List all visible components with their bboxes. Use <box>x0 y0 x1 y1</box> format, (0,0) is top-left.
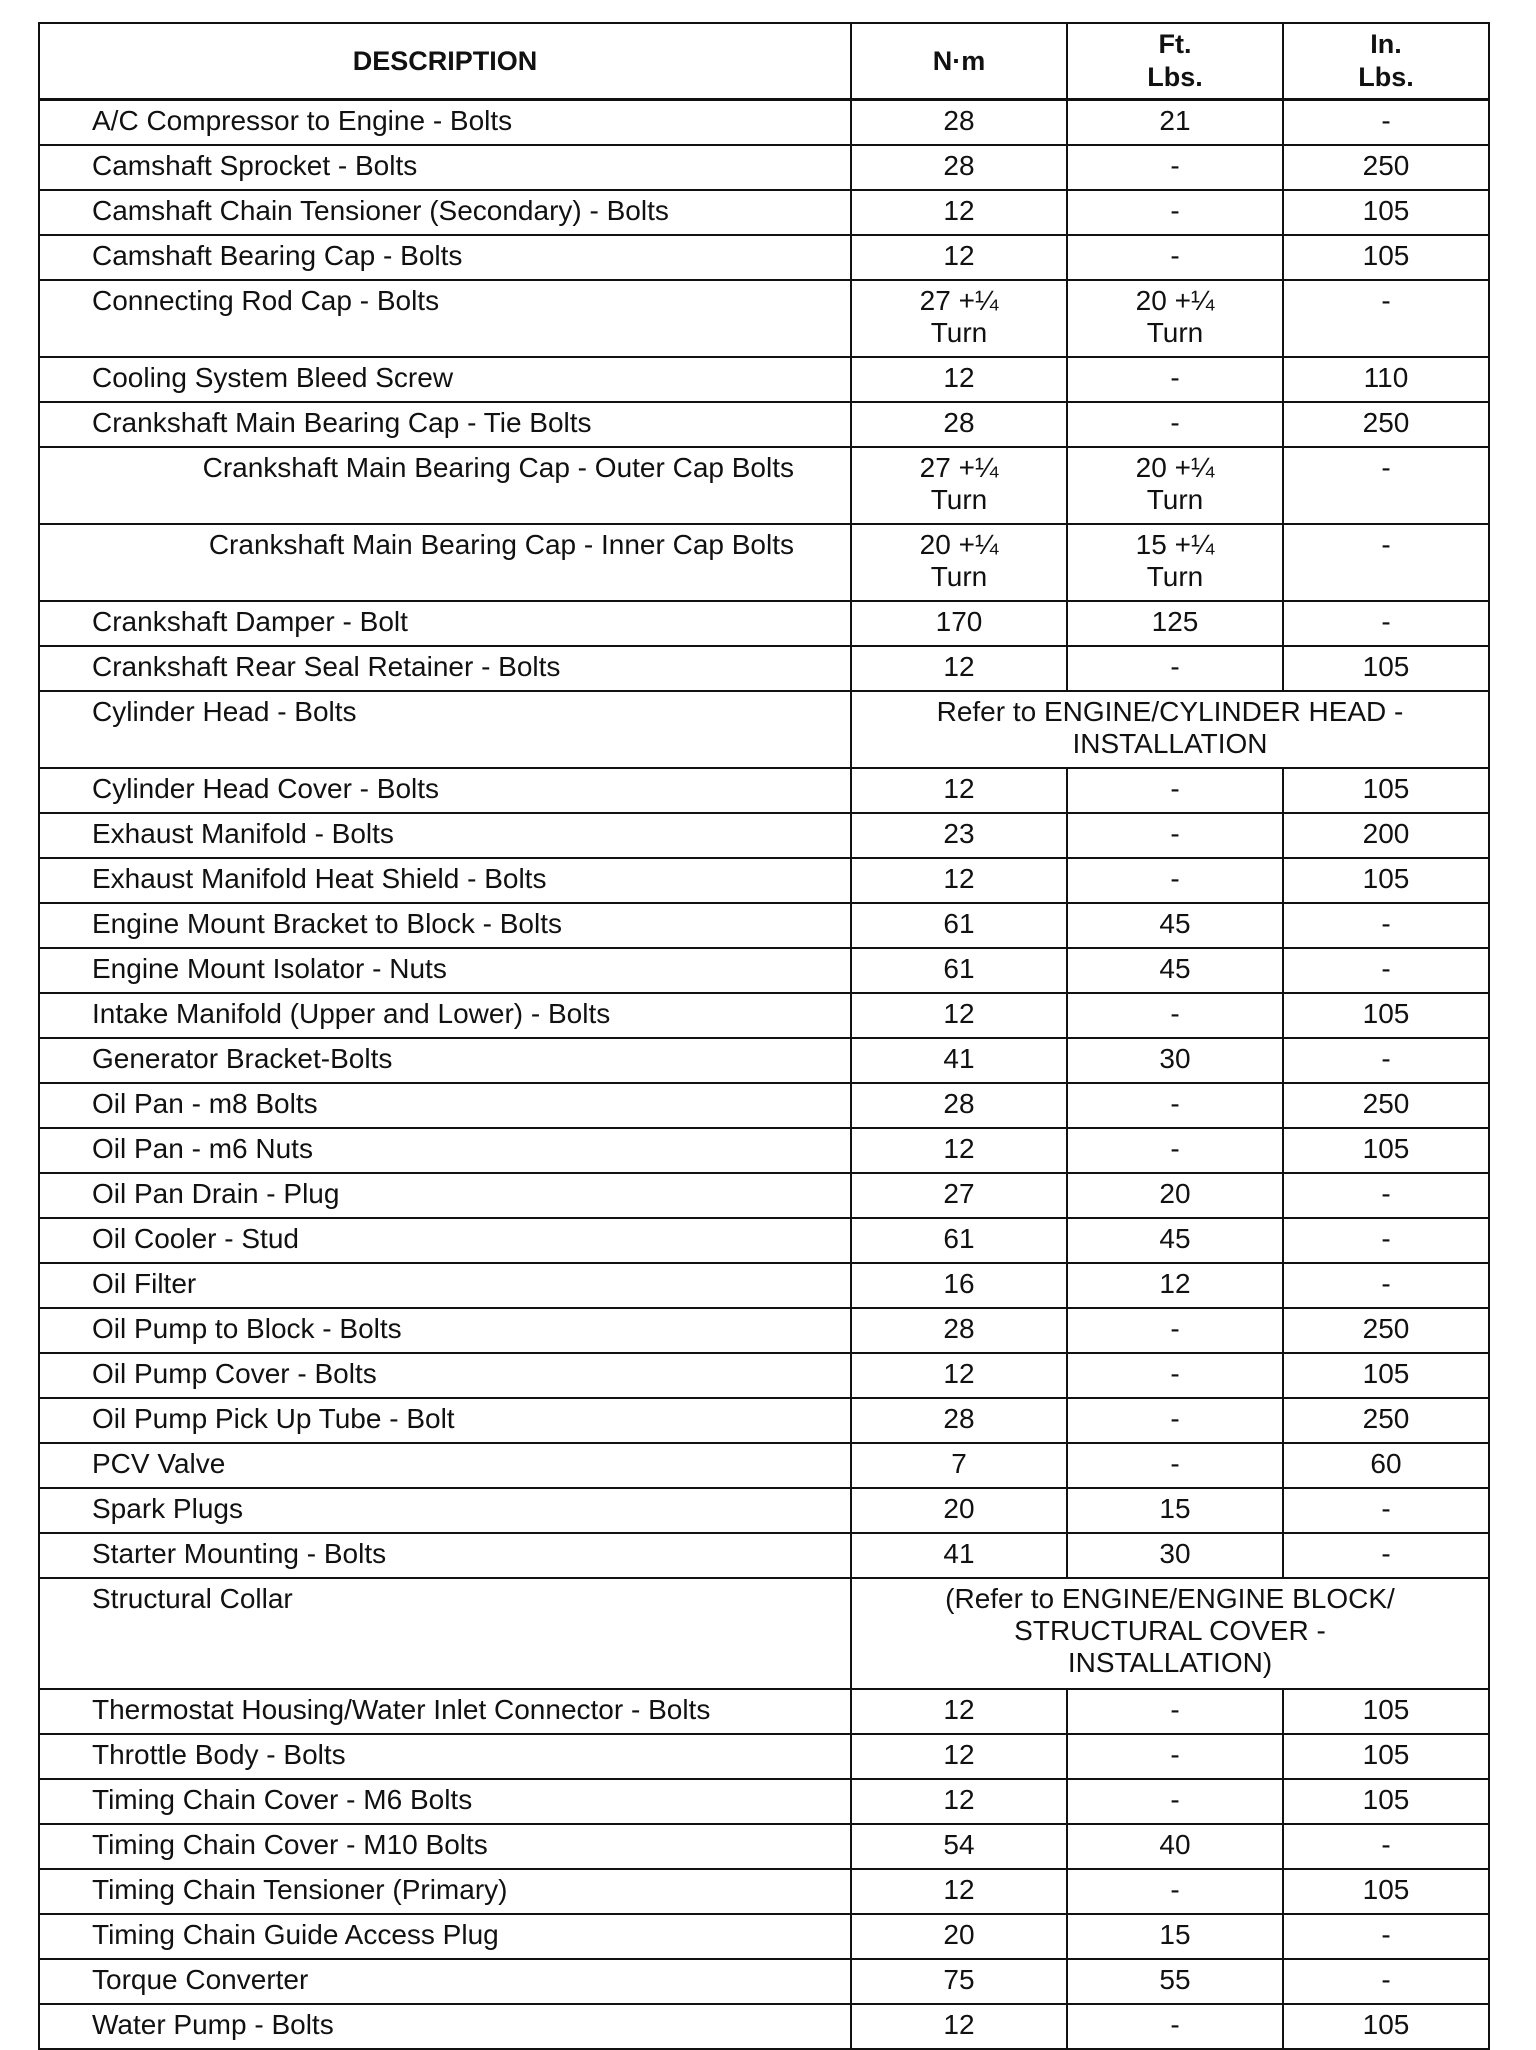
in-lbs-cell: 250 <box>1283 402 1489 447</box>
ft-lbs-cell: - <box>1067 1083 1283 1128</box>
description-cell: Cylinder Head Cover - Bolts <box>39 768 851 813</box>
ft-lbs-cell: 15 <box>1067 1914 1283 1959</box>
nm-cell: 28 <box>851 1083 1067 1128</box>
table-row <box>39 402 1489 447</box>
in-lbs-cell: - <box>1283 601 1489 646</box>
nm-cell: 41 <box>851 1533 1067 1578</box>
table-row <box>39 1869 1489 1914</box>
in-lbs-cell: 105 <box>1283 1128 1489 1173</box>
description-cell: Spark Plugs <box>39 1488 851 1533</box>
ft-lbs-cell: 15 +¼ Turn <box>1067 524 1283 601</box>
refer-note-cell: Refer to ENGINE/CYLINDER HEAD - INSTALLATION <box>851 691 1489 768</box>
table-row <box>39 190 1489 235</box>
in-lbs-cell: 105 <box>1283 1689 1489 1734</box>
ft-lbs-cell: 30 <box>1067 1038 1283 1083</box>
ft-lbs-cell: - <box>1067 190 1283 235</box>
in-lbs-cell: - <box>1283 1038 1489 1083</box>
nm-cell: 12 <box>851 1734 1067 1779</box>
description-cell: Crankshaft Rear Seal Retainer - Bolts <box>39 646 851 691</box>
nm-cell: 16 <box>851 1263 1067 1308</box>
description-cell: Oil Pump Pick Up Tube - Bolt <box>39 1398 851 1443</box>
in-lbs-cell: - <box>1283 1959 1489 2004</box>
header-description: DESCRIPTION <box>39 23 851 100</box>
nm-cell: 61 <box>851 948 1067 993</box>
in-lbs-cell: - <box>1283 1914 1489 1959</box>
nm-cell: 12 <box>851 858 1067 903</box>
description-cell: Oil Pump to Block - Bolts <box>39 1308 851 1353</box>
table-row <box>39 601 1489 646</box>
in-lbs-cell: - <box>1283 1533 1489 1578</box>
torque-spec-table <box>38 22 1490 2050</box>
nm-cell: 20 <box>851 1488 1067 1533</box>
nm-cell: 27 +¼ Turn <box>851 447 1067 524</box>
ft-lbs-cell: - <box>1067 768 1283 813</box>
in-lbs-cell: - <box>1283 1488 1489 1533</box>
refer-note-cell: (Refer to ENGINE/ENGINE BLOCK/ STRUCTURAL COVER - INSTALLATION) <box>851 1578 1489 1689</box>
nm-cell: 20 <box>851 1914 1067 1959</box>
ft-lbs-cell: - <box>1067 858 1283 903</box>
table-row <box>39 646 1489 691</box>
table-row <box>39 768 1489 813</box>
description-cell: Timing Chain Cover - M6 Bolts <box>39 1779 851 1824</box>
description-cell: Engine Mount Bracket to Block - Bolts <box>39 903 851 948</box>
in-lbs-cell: 105 <box>1283 1779 1489 1824</box>
ft-lbs-cell: - <box>1067 646 1283 691</box>
ft-lbs-cell: - <box>1067 402 1283 447</box>
table-row <box>39 1308 1489 1353</box>
description-cell: Crankshaft Main Bearing Cap - Tie Bolts <box>39 402 851 447</box>
ft-lbs-cell: - <box>1067 357 1283 402</box>
ft-lbs-cell: - <box>1067 235 1283 280</box>
table-row <box>39 1038 1489 1083</box>
description-cell: PCV Valve <box>39 1443 851 1488</box>
description-cell: Oil Pan - m8 Bolts <box>39 1083 851 1128</box>
description-cell: Torque Converter <box>39 1959 851 2004</box>
in-lbs-cell: 105 <box>1283 2004 1489 2049</box>
header-ft-line2: Lbs. <box>1147 62 1203 92</box>
in-lbs-cell: - <box>1283 524 1489 601</box>
table-row <box>39 1689 1489 1734</box>
table-row <box>39 813 1489 858</box>
nm-cell: 170 <box>851 601 1067 646</box>
in-lbs-cell: - <box>1283 948 1489 993</box>
ft-lbs-cell: - <box>1067 145 1283 190</box>
nm-cell: 54 <box>851 1824 1067 1869</box>
table-row <box>39 948 1489 993</box>
description-cell: Timing Chain Cover - M10 Bolts <box>39 1824 851 1869</box>
description-cell: Engine Mount Isolator - Nuts <box>39 948 851 993</box>
ft-lbs-cell: 20 +¼ Turn <box>1067 280 1283 357</box>
in-lbs-cell: 250 <box>1283 1398 1489 1443</box>
table-row <box>39 1398 1489 1443</box>
header-nm: N·m <box>851 23 1067 100</box>
table-row <box>39 280 1489 357</box>
table-row <box>39 858 1489 903</box>
nm-cell: 12 <box>851 1869 1067 1914</box>
table-row <box>39 2004 1489 2049</box>
table-row <box>39 691 1489 768</box>
description-cell: Timing Chain Tensioner (Primary) <box>39 1869 851 1914</box>
description-cell: Structural Collar <box>39 1578 851 1689</box>
description-cell: Exhaust Manifold Heat Shield - Bolts <box>39 858 851 903</box>
ft-lbs-cell: 20 +¼ Turn <box>1067 447 1283 524</box>
ft-lbs-cell: - <box>1067 1308 1283 1353</box>
nm-cell: 12 <box>851 235 1067 280</box>
in-lbs-cell: 60 <box>1283 1443 1489 1488</box>
header-in-line2: Lbs. <box>1358 62 1414 92</box>
nm-cell: 28 <box>851 145 1067 190</box>
description-cell: Throttle Body - Bolts <box>39 1734 851 1779</box>
description-cell: Exhaust Manifold - Bolts <box>39 813 851 858</box>
ft-lbs-cell: 55 <box>1067 1959 1283 2004</box>
in-lbs-cell: - <box>1283 1218 1489 1263</box>
header-in-lbs <box>1283 23 1489 100</box>
ft-lbs-cell: 125 <box>1067 601 1283 646</box>
table-row <box>39 1578 1489 1689</box>
ft-lbs-cell: 45 <box>1067 948 1283 993</box>
ft-lbs-cell: - <box>1067 1779 1283 1824</box>
description-cell: Water Pump - Bolts <box>39 2004 851 2049</box>
ft-lbs-cell: - <box>1067 1443 1283 1488</box>
ft-lbs-cell: 20 <box>1067 1173 1283 1218</box>
in-lbs-cell: 110 <box>1283 357 1489 402</box>
table-row <box>39 1173 1489 1218</box>
in-lbs-cell: - <box>1283 280 1489 357</box>
table-row <box>39 1218 1489 1263</box>
ft-lbs-cell: - <box>1067 1128 1283 1173</box>
table-row <box>39 1128 1489 1173</box>
nm-cell: 61 <box>851 903 1067 948</box>
in-lbs-cell: - <box>1283 1263 1489 1308</box>
nm-cell: 41 <box>851 1038 1067 1083</box>
table-row <box>39 993 1489 1038</box>
in-lbs-cell: 105 <box>1283 1734 1489 1779</box>
in-lbs-cell: 105 <box>1283 993 1489 1038</box>
nm-cell: 20 +¼ Turn <box>851 524 1067 601</box>
table-row <box>39 1533 1489 1578</box>
nm-cell: 12 <box>851 646 1067 691</box>
in-lbs-cell: - <box>1283 447 1489 524</box>
description-cell: Camshaft Bearing Cap - Bolts <box>39 235 851 280</box>
description-cell: Cylinder Head - Bolts <box>39 691 851 768</box>
nm-cell: 12 <box>851 1689 1067 1734</box>
ft-lbs-cell: - <box>1067 1689 1283 1734</box>
table-row <box>39 1488 1489 1533</box>
nm-cell: 75 <box>851 1959 1067 2004</box>
description-cell: Thermostat Housing/Water Inlet Connector - Bolts <box>39 1689 851 1734</box>
description-cell: Connecting Rod Cap - Bolts <box>39 280 851 357</box>
ft-lbs-cell: - <box>1067 2004 1283 2049</box>
table-row <box>39 447 1489 524</box>
ft-lbs-cell: - <box>1067 1398 1283 1443</box>
nm-cell: 7 <box>851 1443 1067 1488</box>
ft-lbs-cell: 30 <box>1067 1533 1283 1578</box>
nm-cell: 12 <box>851 2004 1067 2049</box>
in-lbs-cell: 200 <box>1283 813 1489 858</box>
in-lbs-cell: 105 <box>1283 858 1489 903</box>
nm-cell: 28 <box>851 1308 1067 1353</box>
in-lbs-cell: 250 <box>1283 1083 1489 1128</box>
description-cell: Generator Bracket-Bolts <box>39 1038 851 1083</box>
table-row <box>39 1734 1489 1779</box>
ft-lbs-cell: 45 <box>1067 1218 1283 1263</box>
table-row <box>39 1779 1489 1824</box>
ft-lbs-cell: - <box>1067 1869 1283 1914</box>
description-cell: Crankshaft Main Bearing Cap - Inner Cap Bolts <box>39 524 851 601</box>
in-lbs-cell: 250 <box>1283 145 1489 190</box>
in-lbs-cell: - <box>1283 903 1489 948</box>
nm-cell: 12 <box>851 1353 1067 1398</box>
nm-cell: 27 <box>851 1173 1067 1218</box>
header-row <box>39 23 1489 100</box>
ft-lbs-cell: 15 <box>1067 1488 1283 1533</box>
in-lbs-cell: 105 <box>1283 235 1489 280</box>
table-row <box>39 1083 1489 1128</box>
table-row <box>39 235 1489 280</box>
description-cell: Oil Pump Cover - Bolts <box>39 1353 851 1398</box>
ft-lbs-cell: - <box>1067 1353 1283 1398</box>
table-row <box>39 100 1489 146</box>
description-cell: A/C Compressor to Engine - Bolts <box>39 100 851 146</box>
table-row <box>39 1824 1489 1869</box>
ft-lbs-cell: 45 <box>1067 903 1283 948</box>
nm-cell: 27 +¼ Turn <box>851 280 1067 357</box>
header-ft-lbs <box>1067 23 1283 100</box>
ft-lbs-cell: - <box>1067 1734 1283 1779</box>
table-body <box>39 100 1489 2050</box>
in-lbs-cell: - <box>1283 100 1489 146</box>
in-lbs-cell: 105 <box>1283 190 1489 235</box>
nm-cell: 12 <box>851 993 1067 1038</box>
description-cell: Camshaft Sprocket - Bolts <box>39 145 851 190</box>
table-row <box>39 903 1489 948</box>
table-row <box>39 145 1489 190</box>
description-cell: Timing Chain Guide Access Plug <box>39 1914 851 1959</box>
ft-lbs-cell: 12 <box>1067 1263 1283 1308</box>
header-in-line1: In. <box>1370 29 1402 59</box>
table-row <box>39 524 1489 601</box>
in-lbs-cell: - <box>1283 1824 1489 1869</box>
table-row <box>39 1959 1489 2004</box>
description-cell: Oil Pan - m6 Nuts <box>39 1128 851 1173</box>
table-row <box>39 1443 1489 1488</box>
description-cell: Starter Mounting - Bolts <box>39 1533 851 1578</box>
nm-cell: 12 <box>851 1779 1067 1824</box>
table-row <box>39 357 1489 402</box>
ft-lbs-cell: - <box>1067 993 1283 1038</box>
description-cell: Cooling System Bleed Screw <box>39 357 851 402</box>
header-ft-line1: Ft. <box>1158 29 1192 59</box>
description-cell: Crankshaft Damper - Bolt <box>39 601 851 646</box>
in-lbs-cell: 105 <box>1283 1353 1489 1398</box>
nm-cell: 28 <box>851 402 1067 447</box>
nm-cell: 23 <box>851 813 1067 858</box>
table-row <box>39 1353 1489 1398</box>
in-lbs-cell: 105 <box>1283 646 1489 691</box>
in-lbs-cell: - <box>1283 1173 1489 1218</box>
nm-cell: 12 <box>851 768 1067 813</box>
in-lbs-cell: 250 <box>1283 1308 1489 1353</box>
nm-cell: 61 <box>851 1218 1067 1263</box>
description-cell: Camshaft Chain Tensioner (Secondary) - Bolts <box>39 190 851 235</box>
in-lbs-cell: 105 <box>1283 1869 1489 1914</box>
nm-cell: 28 <box>851 100 1067 146</box>
in-lbs-cell: 105 <box>1283 768 1489 813</box>
description-cell: Oil Cooler - Stud <box>39 1218 851 1263</box>
ft-lbs-cell: - <box>1067 813 1283 858</box>
ft-lbs-cell: 40 <box>1067 1824 1283 1869</box>
description-cell: Oil Pan Drain - Plug <box>39 1173 851 1218</box>
nm-cell: 12 <box>851 190 1067 235</box>
description-cell: Intake Manifold (Upper and Lower) - Bolts <box>39 993 851 1038</box>
table-row <box>39 1914 1489 1959</box>
ft-lbs-cell: 21 <box>1067 100 1283 146</box>
table-row <box>39 1263 1489 1308</box>
nm-cell: 12 <box>851 1128 1067 1173</box>
description-cell: Crankshaft Main Bearing Cap - Outer Cap Bolts <box>39 447 851 524</box>
description-cell: Oil Filter <box>39 1263 851 1308</box>
nm-cell: 28 <box>851 1398 1067 1443</box>
nm-cell: 12 <box>851 357 1067 402</box>
